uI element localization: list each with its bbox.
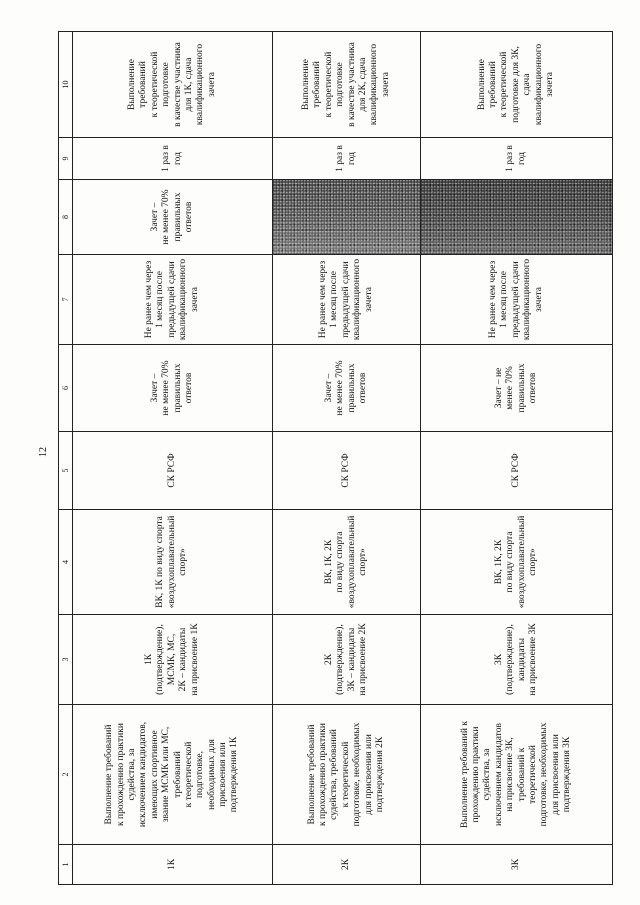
qualification-requirements-table (58, 31, 613, 885)
category-cell: 1К (73, 845, 273, 885)
candidates-cell: 1К (подтверждение), МСМК, МС, 2К – кандидаты на присвоение 1К (73, 615, 273, 705)
requirements-cell: Выполнение требований к прохождению практики судейства, за исключением кандидатов на присвоение 3К, требований к теоретической подготовке, необходимых для присвоения или подтверждения 3К (421, 705, 613, 845)
column-number: 10 (59, 32, 73, 138)
test-criteria-cell: Зачет – не менее 70% правильных ответов (421, 345, 613, 432)
column-number: 7 (59, 255, 73, 345)
frequency-cell: 1 раз в год (421, 138, 613, 180)
frequency-cell: 1 раз в год (73, 138, 273, 180)
table-row-2k (273, 32, 421, 885)
organization-cell: СК РСФ (273, 432, 421, 510)
organization-cell: СК РСФ (421, 432, 613, 510)
table-row-1k (73, 32, 273, 885)
column-number: 6 (59, 345, 73, 432)
confirmation-requirements-cell: Выполнение требований к теоретической подготовке в качестве участника для 2К, сдача квалификационного зачета (273, 32, 421, 138)
column-number: 3 (59, 615, 73, 705)
candidates-cell: 3К (подтверждение), кандидаты на присвоение 3К (421, 615, 613, 705)
confirmation-requirements-cell: Выполнение требований к теоретической подготовке в качестве участника для 1К, сдача квалификационного зачета (73, 32, 273, 138)
column-number: 5 (59, 432, 73, 510)
column-number: 9 (59, 138, 73, 180)
requirements-cell: Выполнение требований к прохождению практики судейства, требований к теоретической подготовке, необходимых для присвоения или подтверждения 2К (273, 705, 421, 845)
column-number-row (59, 32, 73, 885)
test-criteria-cell: Зачет – не менее 70% правильных ответов (73, 180, 273, 255)
table-row-3k (421, 32, 613, 885)
redacted-block (273, 180, 421, 255)
column-number: 4 (59, 510, 73, 615)
requirements-cell: Выполнение требований к прохождению практики судейства, за исключением кандидатов, имеющих спортивное звание МСМК или МС, требований к теоретической подготовке, необходимых для присвоения или подтверждения 1К (73, 705, 273, 845)
column-number: 1 (59, 845, 73, 885)
page-number: 12 (38, 447, 49, 457)
confirmation-requirements-cell: Выполнение требований к теоретической подготовке для 3К, сдача квалификационного зачета (421, 32, 613, 138)
retake-period-cell: Не ранее чем через 1 месяц после предыдущей сдачи квалификационного зачета (421, 255, 613, 345)
commission-composition-cell: ВК, 1К по виду спорта «воздухоплавательный спорт» (73, 510, 273, 615)
redacted-block (421, 180, 613, 255)
category-cell: 2К (273, 845, 421, 885)
test-criteria-cell: Зачет – не менее 70% правильных ответов (273, 345, 421, 432)
candidates-cell: 2К (подтверждение), 3К – кандидаты на присвоение 2К (273, 615, 421, 705)
frequency-cell: 1 раз в год (273, 138, 421, 180)
commission-composition-cell: ВК, 1К, 2К по виду спорта «воздухоплавательный спорт» (421, 510, 613, 615)
category-cell: 3К (421, 845, 613, 885)
column-number: 8 (59, 180, 73, 255)
commission-composition-cell: ВК, 1К, 2К по виду спорта «воздухоплавательный спорт» (273, 510, 421, 615)
retake-period-cell: Не ранее чем через 1 месяц после предыдущей сдачи квалификационного зачета (273, 255, 421, 345)
column-number: 2 (59, 705, 73, 845)
organization-cell: СК РСФ (73, 432, 273, 510)
retake-period-cell: Не ранее чем через 1 месяц после предыдущей сдачи квалификационного зачета (73, 255, 273, 345)
test-criteria-cell: Зачет – не менее 70% правильных ответов (73, 345, 273, 432)
